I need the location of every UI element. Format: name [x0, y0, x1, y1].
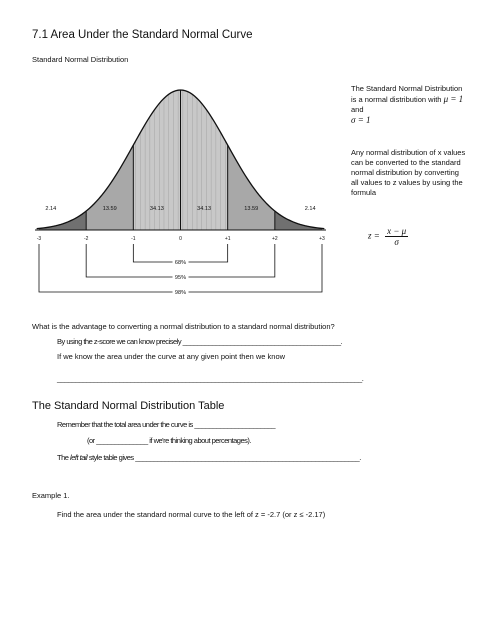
left-tail-emphasis: left tail	[70, 453, 88, 462]
normal-curve-chart	[32, 82, 332, 300]
sidebar-paragraph-2: Any normal distribution of x values can be converted to the standard normal distribution by converting all values to z values by using the formula	[351, 148, 466, 197]
question-1-line-c: ___________________________________________________________________________________.	[57, 374, 364, 383]
section-line-2: (or ______________ if we're thinking about percentages).	[87, 436, 251, 445]
region-label-1: 13.59	[102, 206, 117, 212]
x-tick-label: +2	[271, 236, 278, 242]
region-label-3: 34.13	[197, 206, 212, 212]
section-line-3: The left tail style table gives _____________________________________________________________.	[57, 453, 361, 462]
figure-subtitle: Standard Normal Distribution	[32, 55, 129, 64]
formula-numerator: x − μ	[387, 226, 407, 236]
sidebar-text	[351, 84, 466, 211]
section-line-1: Remember that the total area under the curve is ______________________	[57, 420, 276, 429]
bracket-label-2: 98%	[174, 290, 187, 296]
z-formula: z = $\frac{x - \mu}{\sigma}$	[368, 226, 407, 247]
question-1-line-a: By using the z-score we can know precisely ___________________________________________.	[57, 337, 343, 346]
x-tick-label: -3	[36, 236, 42, 242]
region-label-4: 13.59	[244, 206, 259, 212]
formula-denominator: σ	[394, 237, 399, 247]
page-title: 7.1 Area Under the Standard Normal Curve	[32, 29, 253, 41]
bracket-label-0: 68%	[174, 260, 187, 266]
sigma-equation: σ = 1	[351, 115, 371, 125]
bracket-label-1: 95%	[174, 275, 187, 281]
example-text: Find the area under the standard normal curve to the left of z = -2.7 (or z ≤ -2.17)	[57, 510, 326, 519]
mu-equation: μ = 1	[443, 94, 464, 104]
region-label-0: 2.14	[45, 206, 57, 212]
example-label: Example 1.	[32, 491, 70, 500]
question-1-line-b: If we know the area under the curve at any given point then we know	[57, 352, 286, 361]
x-tick-label: -1	[131, 236, 136, 242]
x-tick-label: +1	[224, 236, 231, 242]
x-tick-label: -2	[83, 236, 89, 242]
section-heading: The Standard Normal Distribution Table	[32, 400, 225, 412]
region-label-5: 2.14	[304, 206, 316, 212]
question-1: What is the advantage to converting a normal distribution to a standard normal distribution?	[32, 322, 335, 331]
x-tick-label: 0	[179, 236, 182, 242]
bracket-2	[39, 244, 322, 292]
sidebar-paragraph-1: The Standard Normal Distribution is a normal distribution with μ = 1 and σ = 1	[351, 84, 464, 125]
region-label-2: 34.13	[149, 206, 164, 212]
x-tick-label: +3	[319, 236, 325, 242]
